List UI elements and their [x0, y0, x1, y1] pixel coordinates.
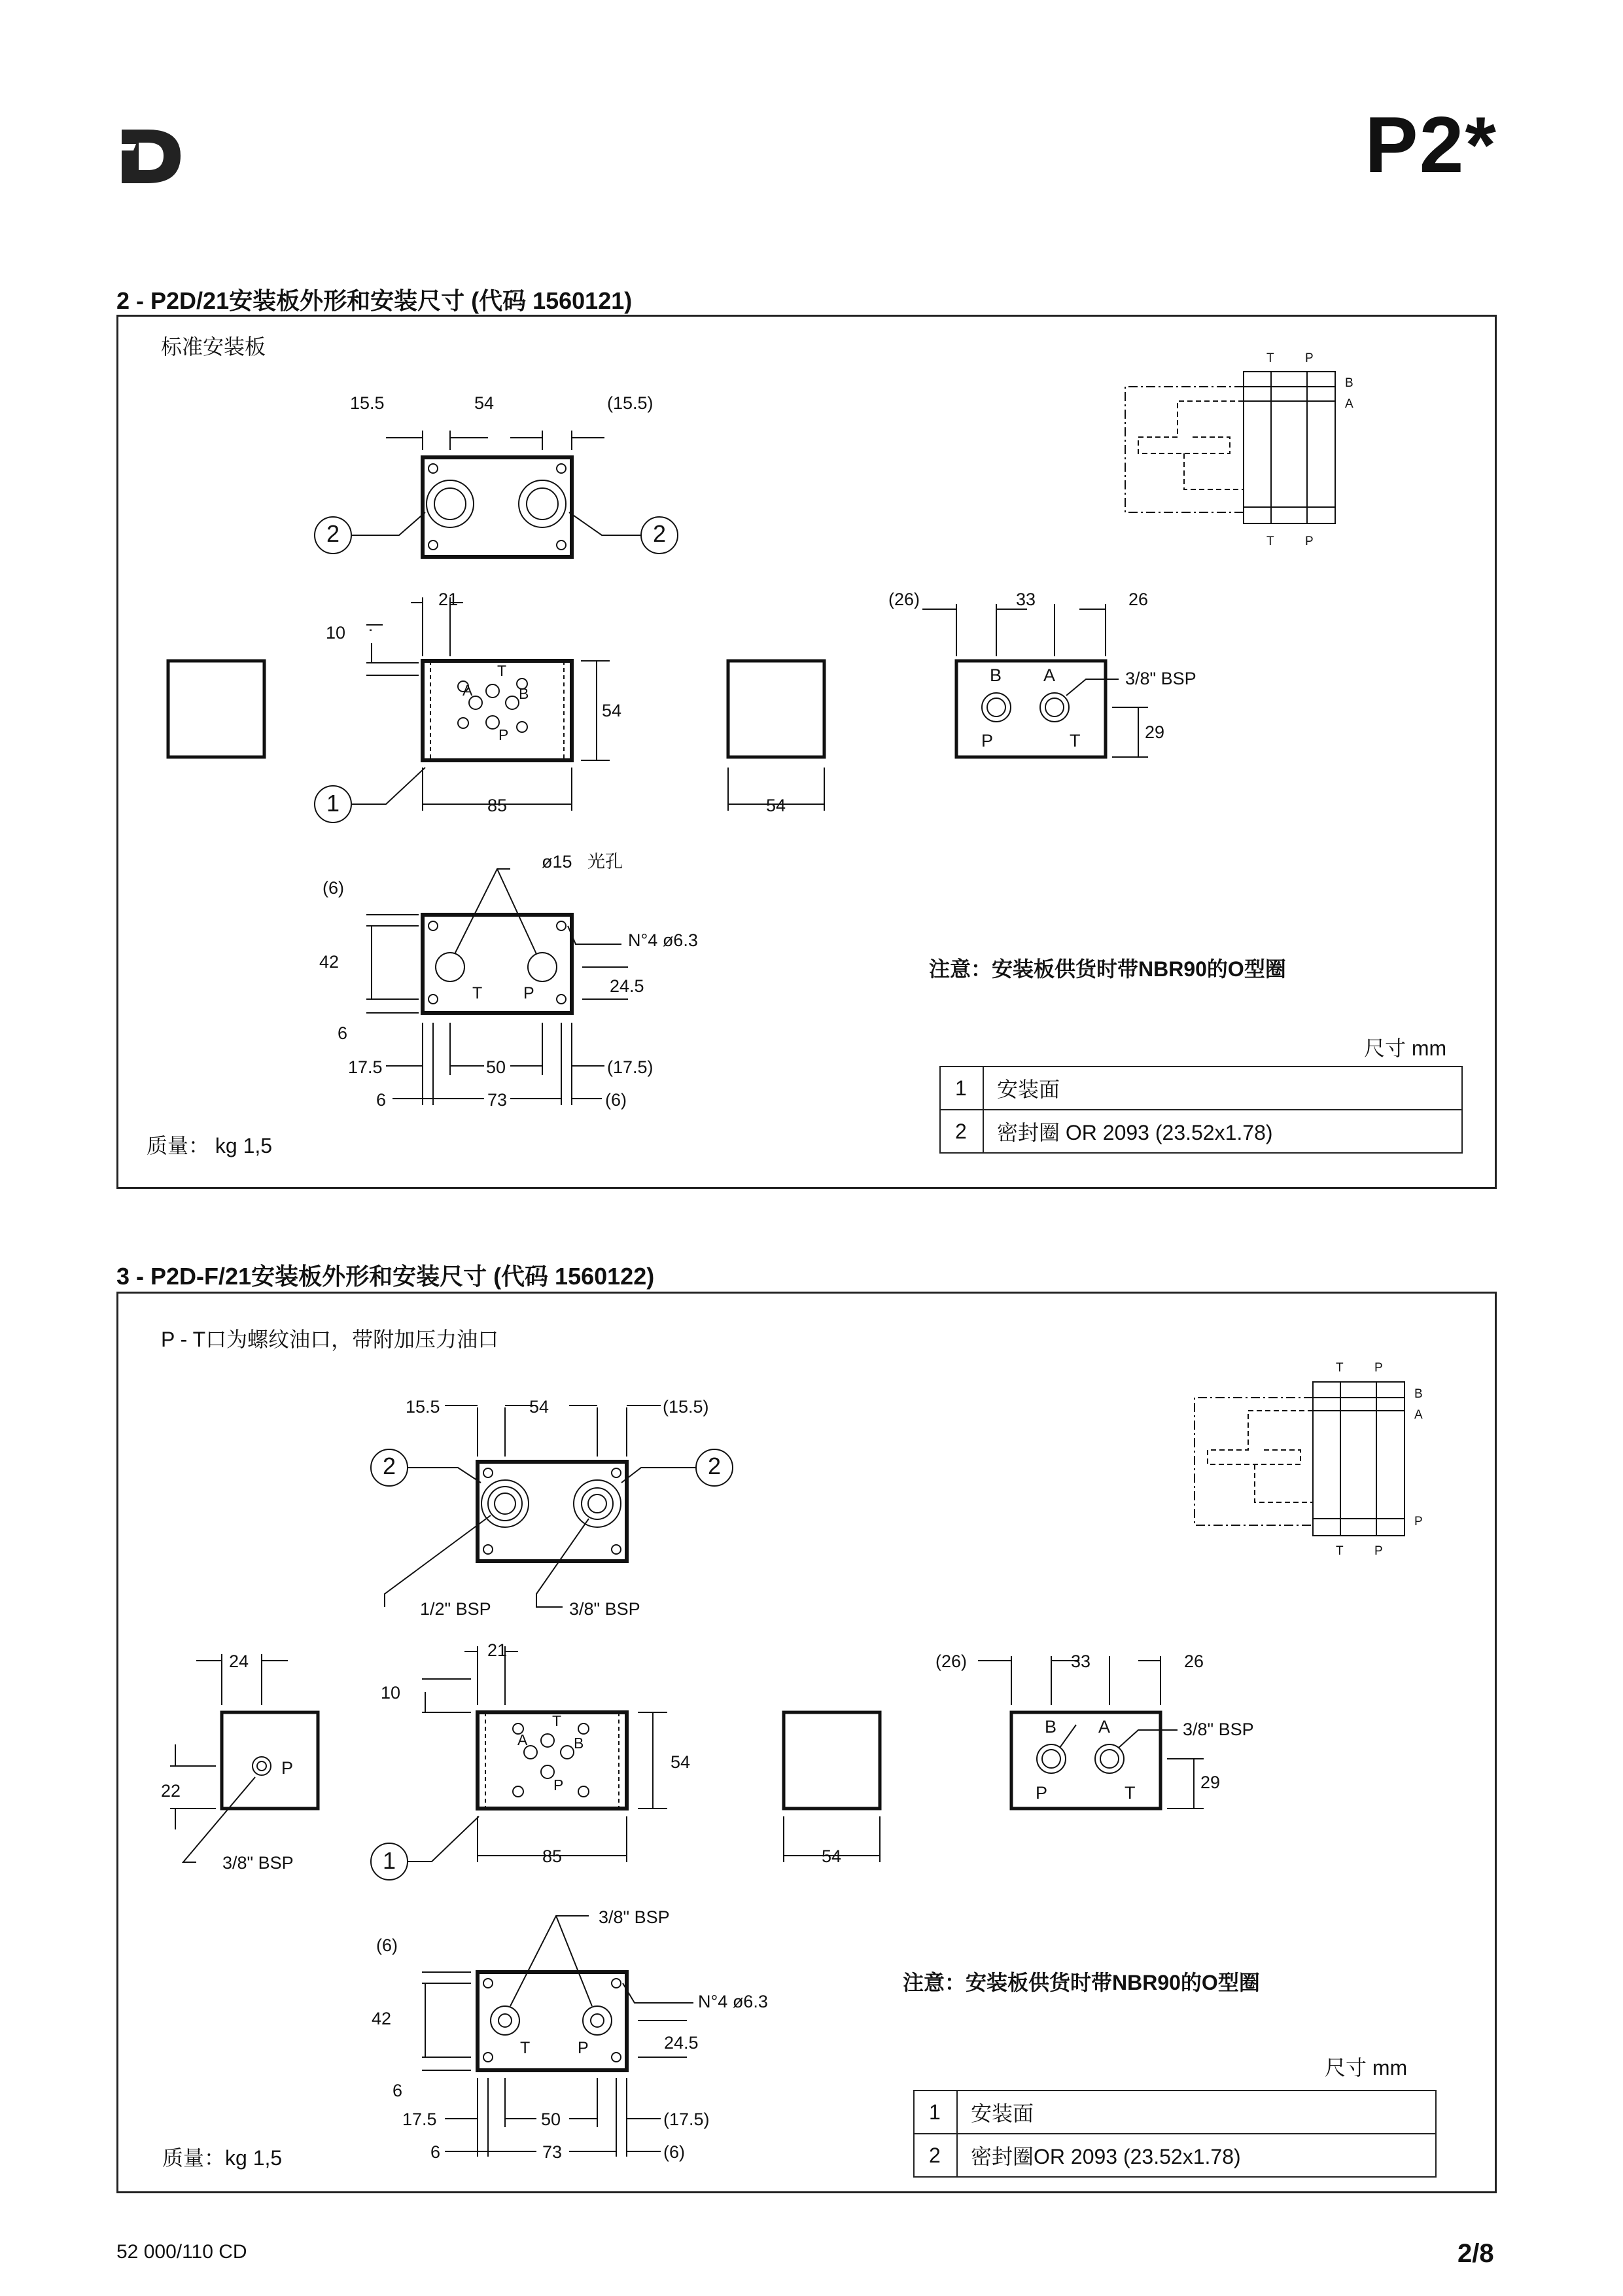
- svg-text:T: T: [520, 2039, 531, 2057]
- svg-text:P: P: [1305, 351, 1314, 365]
- svg-text:73: 73: [487, 1090, 508, 1110]
- svg-text:2: 2: [382, 1453, 396, 1479]
- svg-text:17.5: 17.5: [348, 1057, 383, 1077]
- section-3-drawing: [118, 1293, 1495, 2192]
- svg-text:P: P: [1374, 1544, 1383, 1558]
- svg-text:P: P: [578, 2039, 589, 2057]
- svg-text:54: 54: [602, 701, 622, 720]
- svg-text:10: 10: [326, 623, 346, 643]
- svg-text:26: 26: [1184, 1651, 1204, 1671]
- svg-text:B: B: [519, 685, 529, 702]
- svg-text:(6): (6): [663, 2142, 685, 2162]
- svg-text:24.5: 24.5: [664, 2033, 699, 2053]
- plate-top-view: [478, 1462, 627, 1561]
- svg-text:1: 1: [382, 1847, 396, 1874]
- svg-text:(15.5): (15.5): [607, 393, 654, 413]
- svg-text:A: A: [462, 682, 473, 699]
- svg-text:6: 6: [430, 2142, 441, 2162]
- svg-text:54: 54: [821, 1846, 842, 1866]
- section-2-subtitle: 标准安装板: [161, 335, 266, 359]
- svg-text:2: 2: [652, 520, 667, 547]
- svg-text:54: 54: [474, 393, 495, 413]
- table-row: [914, 2091, 1436, 2134]
- side-view-left: [168, 661, 264, 757]
- svg-text:P: P: [1374, 1361, 1383, 1375]
- svg-text:3/8" BSP: 3/8" BSP: [1183, 1720, 1254, 1739]
- part-number: 2: [940, 1110, 983, 1153]
- svg-text:6: 6: [393, 2081, 403, 2100]
- page-number: 2/8: [1457, 2239, 1494, 2268]
- svg-text:(26): (26): [935, 1651, 968, 1671]
- svg-text:85: 85: [487, 796, 508, 815]
- svg-text:P: P: [981, 731, 994, 751]
- svg-text:T: T: [1125, 1783, 1136, 1803]
- svg-text:54: 54: [765, 796, 786, 815]
- svg-text:6: 6: [338, 1023, 348, 1043]
- port-view: [956, 661, 1106, 757]
- section-2-drawing: [118, 316, 1495, 1188]
- section-2-parts-table: [939, 1066, 1463, 1154]
- svg-text:A: A: [1043, 665, 1056, 685]
- svg-text:42: 42: [372, 2009, 392, 2028]
- svg-text:P: P: [553, 1776, 564, 1793]
- table-row: [940, 1110, 1462, 1153]
- svg-text:15.5: 15.5: [406, 1397, 440, 1417]
- section-3-subtitle: P - T口为螺纹油口，带附加压力油口: [161, 1328, 499, 1351]
- svg-text:T: T: [1266, 351, 1274, 365]
- plate-top-view: [423, 457, 572, 557]
- part-description: 密封圈 OR 2093 (23.52x1.78): [983, 1110, 1462, 1153]
- svg-text:光孔: 光孔: [587, 852, 623, 872]
- svg-text:P: P: [523, 984, 534, 1002]
- section-3-parts-table: [913, 2090, 1437, 2178]
- part-description: 密封圈OR 2093 (23.52x1.78): [957, 2134, 1436, 2177]
- svg-text:15.5: 15.5: [350, 393, 385, 413]
- svg-text:B: B: [574, 1735, 584, 1752]
- table-row: [940, 1067, 1462, 1110]
- svg-text:A: A: [517, 1731, 528, 1748]
- svg-text:50: 50: [540, 2110, 561, 2129]
- svg-text:50: 50: [485, 1057, 506, 1077]
- svg-text:P: P: [281, 1758, 294, 1778]
- svg-text:(17.5): (17.5): [663, 2110, 710, 2129]
- svg-text:T: T: [552, 1712, 562, 1729]
- table-row: [914, 2134, 1436, 2177]
- svg-text:24: 24: [229, 1651, 249, 1671]
- svg-text:(17.5): (17.5): [607, 1057, 654, 1077]
- svg-text:29: 29: [1200, 1773, 1221, 1792]
- part-number: 2: [914, 2134, 957, 2177]
- svg-text:54: 54: [671, 1752, 691, 1772]
- svg-text:B: B: [1345, 376, 1353, 390]
- section-2-note: 注意：安装板供货时带NBR90的O型圈: [929, 957, 1286, 981]
- svg-text:3/8" BSP: 3/8" BSP: [599, 1907, 670, 1927]
- svg-text:(6): (6): [323, 878, 344, 898]
- svg-text:B: B: [989, 665, 1002, 685]
- svg-text:(15.5): (15.5): [663, 1397, 709, 1417]
- svg-text:2: 2: [326, 520, 340, 547]
- company-logo: [116, 124, 184, 187]
- svg-text:A: A: [1345, 397, 1353, 411]
- section-3-weight: 质量：kg 1,5: [162, 2146, 283, 2170]
- svg-text:24.5: 24.5: [610, 976, 644, 996]
- section-2-units: 尺寸 mm: [1364, 1036, 1447, 1060]
- part-number: 1: [914, 2091, 957, 2134]
- svg-text:T: T: [1070, 731, 1081, 751]
- svg-text:A: A: [1098, 1717, 1111, 1737]
- svg-text:73: 73: [542, 2142, 563, 2162]
- svg-text:T: T: [497, 662, 507, 679]
- svg-text:3/8" BSP: 3/8" BSP: [222, 1853, 294, 1873]
- svg-text:(6): (6): [605, 1090, 627, 1110]
- part-description: 安装面: [983, 1067, 1462, 1110]
- svg-text:85: 85: [542, 1846, 563, 1866]
- svg-text:T: T: [1336, 1544, 1344, 1558]
- svg-text:1/2" BSP: 1/2" BSP: [420, 1599, 491, 1619]
- svg-text:N°4 ø6.3: N°4 ø6.3: [628, 930, 698, 950]
- section-2-title: 2 - P2D/21安装板外形和安装尺寸 (代码 1560121): [116, 287, 633, 314]
- svg-text:(6): (6): [376, 1935, 398, 1955]
- svg-text:T: T: [1336, 1361, 1344, 1375]
- svg-text:N°4 ø6.3: N°4 ø6.3: [698, 1992, 768, 2011]
- svg-text:A: A: [1414, 1408, 1423, 1422]
- svg-text:22: 22: [161, 1781, 181, 1801]
- svg-text:10: 10: [381, 1683, 401, 1703]
- svg-text:(26): (26): [888, 590, 920, 609]
- svg-text:P: P: [1414, 1515, 1423, 1528]
- section-3-units: 尺寸 mm: [1325, 2056, 1408, 2079]
- svg-text:B: B: [1044, 1717, 1057, 1737]
- side-view-right: [728, 661, 824, 757]
- product-code: P2*: [1365, 100, 1497, 189]
- svg-text:42: 42: [319, 952, 340, 972]
- svg-text:T: T: [1266, 535, 1274, 548]
- svg-text:1: 1: [326, 790, 340, 817]
- hydraulic-symbol: [1244, 372, 1335, 523]
- svg-text:3/8" BSP: 3/8" BSP: [1125, 669, 1196, 688]
- plate-bottom-view: [423, 915, 572, 1013]
- side-view-small: [222, 1712, 318, 1809]
- svg-text:P: P: [1305, 535, 1314, 548]
- svg-text:P: P: [1036, 1783, 1048, 1803]
- document-code: 52 000/110 CD: [116, 2241, 247, 2263]
- svg-text:33: 33: [1070, 1651, 1091, 1671]
- section-3-title: 3 - P2D-F/21安装板外形和安装尺寸 (代码 1560122): [116, 1263, 655, 1290]
- hydraulic-symbol: [1313, 1382, 1405, 1536]
- svg-text:21: 21: [438, 590, 459, 609]
- svg-text:2: 2: [707, 1453, 722, 1479]
- svg-text:P: P: [498, 726, 509, 743]
- section-3-note: 注意：安装板供货时带NBR90的O型圈: [903, 1971, 1260, 1994]
- svg-text:B: B: [1414, 1387, 1423, 1401]
- svg-text:17.5: 17.5: [402, 2110, 437, 2129]
- svg-text:29: 29: [1145, 722, 1165, 742]
- svg-text:21: 21: [487, 1640, 508, 1660]
- svg-text:3/8" BSP: 3/8" BSP: [569, 1599, 640, 1619]
- part-number: 1: [940, 1067, 983, 1110]
- svg-text:ø15: ø15: [542, 852, 572, 872]
- port-view: [1011, 1712, 1161, 1809]
- svg-text:6: 6: [376, 1090, 387, 1110]
- svg-text:54: 54: [529, 1397, 550, 1417]
- side-view-right: [784, 1712, 880, 1809]
- svg-text:T: T: [472, 984, 483, 1002]
- section-2-weight: 质量： kg 1,5: [147, 1134, 273, 1157]
- part-description: 安装面: [957, 2091, 1436, 2134]
- svg-text:33: 33: [1015, 590, 1036, 609]
- svg-text:26: 26: [1128, 590, 1149, 609]
